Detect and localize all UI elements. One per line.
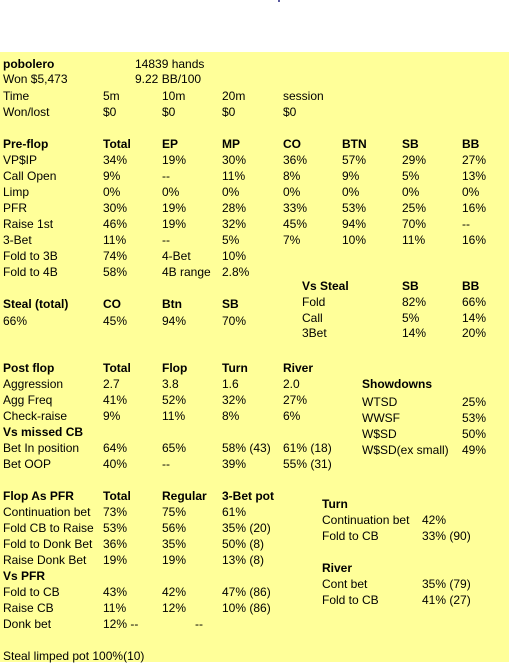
- preflop-cell: 36%: [283, 153, 308, 167]
- showdown-value: 49%: [462, 443, 487, 457]
- postflop-row-label: Check-raise: [3, 409, 68, 423]
- fold-to-3b-label: Fold to 3B: [3, 249, 58, 263]
- steal-limped-pot: Steal limped pot 100%(10): [3, 649, 145, 663]
- time-col: 20m: [222, 89, 246, 103]
- preflop-row-label: Limp: [3, 185, 30, 199]
- flop-pfr-cell: 56%: [162, 521, 187, 535]
- flop-pfr-cell: 19%: [162, 553, 187, 567]
- vs-pfr-cell: 10% (86): [222, 601, 271, 615]
- postflop-cell: 9%: [103, 409, 121, 423]
- preflop-header: Pre-flop: [3, 137, 49, 151]
- steal-value: 94%: [162, 314, 187, 328]
- showdowns-title: Showdowns: [362, 377, 432, 391]
- preflop-cell: 34%: [103, 153, 128, 167]
- vs-steal-col: BB: [462, 279, 480, 293]
- preflop-row-label: 3-Bet: [3, 233, 32, 247]
- wonlost-value: $0: [283, 105, 297, 119]
- preflop-cell: 45%: [283, 217, 308, 231]
- vs-pfr-row-label: Fold to CB: [3, 585, 60, 599]
- preflop-col-header: CO: [283, 137, 301, 151]
- vs-steal-cell: 14%: [462, 311, 487, 325]
- turn-row-label: Continuation bet: [322, 513, 410, 527]
- preflop-cell: 11%: [103, 233, 127, 247]
- preflop-col-header: MP: [222, 137, 240, 151]
- river-title: River: [322, 561, 353, 575]
- postflop-col-header: River: [283, 361, 314, 375]
- postflop-row-label: Aggression: [3, 377, 64, 391]
- postflop-cell: 1.6: [222, 377, 239, 391]
- postflop-cell: 6%: [283, 409, 301, 423]
- vs-pfr-row-label: Raise CB: [3, 601, 54, 615]
- missed-cb-cell: 61% (18): [283, 441, 332, 455]
- steal-value: 66%: [3, 314, 28, 328]
- vs-missed-cb-title: Vs missed CB: [3, 425, 84, 439]
- flop-pfr-col-header: Total: [103, 489, 131, 503]
- showdown-value: 53%: [462, 411, 487, 425]
- vs-pfr-cell: 47% (86): [222, 585, 271, 599]
- turn-row-label: Fold to CB: [322, 529, 379, 543]
- preflop-cell: 46%: [103, 217, 128, 231]
- vs-steal-cell: 82%: [402, 295, 427, 309]
- preflop-cell: --: [162, 233, 170, 247]
- player-name: pobolero: [3, 57, 55, 71]
- vs-pfr-cell: 43%: [103, 585, 128, 599]
- postflop-cell: 8%: [222, 409, 240, 423]
- river-row-label: Cont bet: [322, 577, 368, 591]
- preflop-cell: 32%: [222, 217, 247, 231]
- flop-pfr-cell: 19%: [103, 553, 128, 567]
- hands-count: 14839 hands: [135, 57, 205, 71]
- preflop-cell: 13%: [462, 169, 487, 183]
- vs-pfr-title: Vs PFR: [3, 569, 46, 583]
- wonlost-value: $0: [222, 105, 236, 119]
- vs-steal-cell: 20%: [462, 326, 487, 340]
- preflop-cell: 8%: [283, 169, 301, 183]
- flop-pfr-cell: 35%: [162, 537, 187, 551]
- wonlost-value: $0: [162, 105, 176, 119]
- showdown-label: W$SD(ex small): [362, 443, 449, 457]
- vs-pfr-cell: 12%: [162, 601, 187, 615]
- vs-steal-row-label: Fold: [302, 295, 326, 309]
- steal-total-title: Steal (total): [3, 297, 69, 311]
- flop-pfr-cell: 36%: [103, 537, 128, 551]
- preflop-cell: 0%: [342, 185, 360, 199]
- vs-pfr-cell: 42%: [162, 585, 187, 599]
- preflop-cell: 29%: [402, 153, 427, 167]
- preflop-cell: 0%: [103, 185, 121, 199]
- flop-pfr-header: Flop As PFR: [3, 489, 74, 503]
- missed-cb-cell: 65%: [162, 441, 187, 455]
- preflop-cell: 53%: [342, 201, 367, 215]
- flop-pfr-cell: 13% (8): [222, 553, 265, 567]
- postflop-col-header: Total: [103, 361, 131, 375]
- top-marker-dot: [278, 0, 280, 2]
- preflop-cell: 19%: [162, 153, 187, 167]
- vs-steal-row-label: Call: [302, 311, 323, 325]
- postflop-cell: 52%: [162, 393, 187, 407]
- wonlost-label: Won/lost: [3, 105, 50, 119]
- steal-col: SB: [222, 297, 239, 311]
- missed-cb-cell: 64%: [103, 441, 128, 455]
- preflop-cell: 7%: [283, 233, 301, 247]
- flop-pfr-cell: 75%: [162, 505, 187, 519]
- missed-cb-row-label: Bet In position: [3, 441, 80, 455]
- flop-pfr-cell: 73%: [103, 505, 128, 519]
- preflop-cell: 5%: [402, 169, 420, 183]
- showdown-label: WTSD: [362, 395, 398, 409]
- vs-pfr-cell: 11%: [103, 601, 127, 615]
- steal-col: CO: [103, 297, 121, 311]
- flop-pfr-cell: 53%: [103, 521, 128, 535]
- turn-value: 42%: [422, 513, 447, 527]
- postflop-cell: 2.0: [283, 377, 300, 391]
- preflop-cell: 0%: [462, 185, 480, 199]
- preflop-cell: 5%: [222, 233, 240, 247]
- preflop-cell: --: [462, 217, 470, 231]
- time-col: 10m: [162, 89, 186, 103]
- flop-pfr-cell: 61%: [222, 505, 247, 519]
- flop-pfr-cell: 50% (8): [222, 537, 265, 551]
- preflop-col-header: Total: [103, 137, 131, 151]
- vs-steal-cell: 66%: [462, 295, 487, 309]
- missed-cb-cell: 40%: [103, 457, 128, 471]
- flop-pfr-row-label: Continuation bet: [3, 505, 91, 519]
- preflop-cell: 11%: [222, 169, 246, 183]
- vs-pfr-cell: --: [195, 617, 203, 631]
- win-rate: 9.22 BB/100: [135, 72, 202, 86]
- preflop-cell: 94%: [342, 217, 367, 231]
- postflop-header: Post flop: [3, 361, 55, 375]
- missed-cb-cell: --: [162, 457, 170, 471]
- river-row-label: Fold to CB: [322, 593, 379, 607]
- preflop-col-header: EP: [162, 137, 179, 151]
- preflop-cell: --: [162, 169, 170, 183]
- postflop-cell: 32%: [222, 393, 247, 407]
- wonlost-value: $0: [103, 105, 117, 119]
- four-bet-value: 10%: [222, 249, 247, 263]
- preflop-row-label: VP$IP: [3, 153, 38, 167]
- preflop-cell: 57%: [342, 153, 367, 167]
- preflop-cell: 16%: [462, 233, 487, 247]
- flop-pfr-row-label: Fold CB to Raise: [3, 521, 94, 535]
- preflop-cell: 9%: [103, 169, 121, 183]
- postflop-col-header: Turn: [222, 361, 248, 375]
- four-bet-label: 4-Bet: [162, 249, 191, 263]
- preflop-row-label: PFR: [3, 201, 27, 215]
- preflop-cell: 9%: [342, 169, 360, 183]
- preflop-cell: 0%: [162, 185, 180, 199]
- fold-to-3b-value: 74%: [103, 249, 128, 263]
- time-label: Time: [3, 89, 30, 103]
- flop-pfr-cell: 35% (20): [222, 521, 271, 535]
- preflop-cell: 0%: [283, 185, 301, 199]
- four-bet-range-label: 4B range: [162, 265, 211, 279]
- missed-cb-cell: 55% (31): [283, 457, 332, 471]
- flop-pfr-row-label: Raise Donk Bet: [3, 553, 87, 567]
- postflop-cell: 3.8: [162, 377, 179, 391]
- vs-steal-col: SB: [402, 279, 419, 293]
- turn-value: 33% (90): [422, 529, 471, 543]
- preflop-row-label: Raise 1st: [3, 217, 54, 231]
- steal-col: Btn: [162, 297, 182, 311]
- preflop-cell: 16%: [462, 201, 487, 215]
- showdown-label: WWSF: [362, 411, 400, 425]
- missed-cb-cell: 39%: [222, 457, 247, 471]
- preflop-cell: 28%: [222, 201, 247, 215]
- four-bet-range-value: 2.8%: [222, 265, 250, 279]
- steal-value: 70%: [222, 314, 247, 328]
- flop-pfr-row-label: Fold to Donk Bet: [3, 537, 93, 551]
- preflop-cell: 0%: [222, 185, 240, 199]
- hud-stats-panel: [0, 52, 509, 662]
- vs-steal-cell: 5%: [402, 311, 420, 325]
- showdown-value: 50%: [462, 427, 487, 441]
- river-value: 35% (79): [422, 577, 471, 591]
- vs-steal-title: Vs Steal: [302, 279, 349, 293]
- preflop-cell: 10%: [342, 233, 367, 247]
- preflop-cell: 30%: [103, 201, 128, 215]
- time-col: 5m: [103, 89, 120, 103]
- preflop-cell: 33%: [283, 201, 308, 215]
- preflop-cell: 30%: [222, 153, 247, 167]
- postflop-row-label: Agg Freq: [3, 393, 53, 407]
- preflop-row-label: Call Open: [3, 169, 57, 183]
- postflop-col-header: Flop: [162, 361, 188, 375]
- preflop-col-header: BB: [462, 137, 480, 151]
- river-value: 41% (27): [422, 593, 471, 607]
- preflop-cell: 70%: [402, 217, 427, 231]
- preflop-cell: 19%: [162, 217, 187, 231]
- flop-pfr-col-header: Regular: [162, 489, 207, 503]
- preflop-cell: 27%: [462, 153, 487, 167]
- vs-pfr-cell: 12% --: [103, 617, 139, 631]
- missed-cb-row-label: Bet OOP: [3, 457, 52, 471]
- vs-pfr-row-label: Donk bet: [3, 617, 52, 631]
- preflop-col-header: BTN: [342, 137, 367, 151]
- steal-value: 45%: [103, 314, 128, 328]
- fold-to-4b-value: 58%: [103, 265, 128, 279]
- missed-cb-cell: 58% (43): [222, 441, 271, 455]
- preflop-cell: 19%: [162, 201, 187, 215]
- postflop-cell: 41%: [103, 393, 128, 407]
- showdown-label: W$SD: [362, 427, 397, 441]
- preflop-cell: 0%: [402, 185, 420, 199]
- postflop-cell: 27%: [283, 393, 308, 407]
- won-amount: Won $5,473: [3, 72, 68, 86]
- turn-title: Turn: [322, 497, 348, 511]
- preflop-col-header: SB: [402, 137, 419, 151]
- preflop-cell: 25%: [402, 201, 427, 215]
- vs-steal-row-label: 3Bet: [302, 326, 327, 340]
- postflop-cell: 11%: [162, 409, 186, 423]
- fold-to-4b-label: Fold to 4B: [3, 265, 58, 279]
- flop-pfr-col-header: 3-Bet pot: [222, 489, 274, 503]
- time-col: session: [283, 89, 324, 103]
- preflop-cell: 11%: [402, 233, 426, 247]
- showdown-value: 25%: [462, 395, 487, 409]
- vs-steal-cell: 14%: [402, 326, 427, 340]
- postflop-cell: 2.7: [103, 377, 120, 391]
